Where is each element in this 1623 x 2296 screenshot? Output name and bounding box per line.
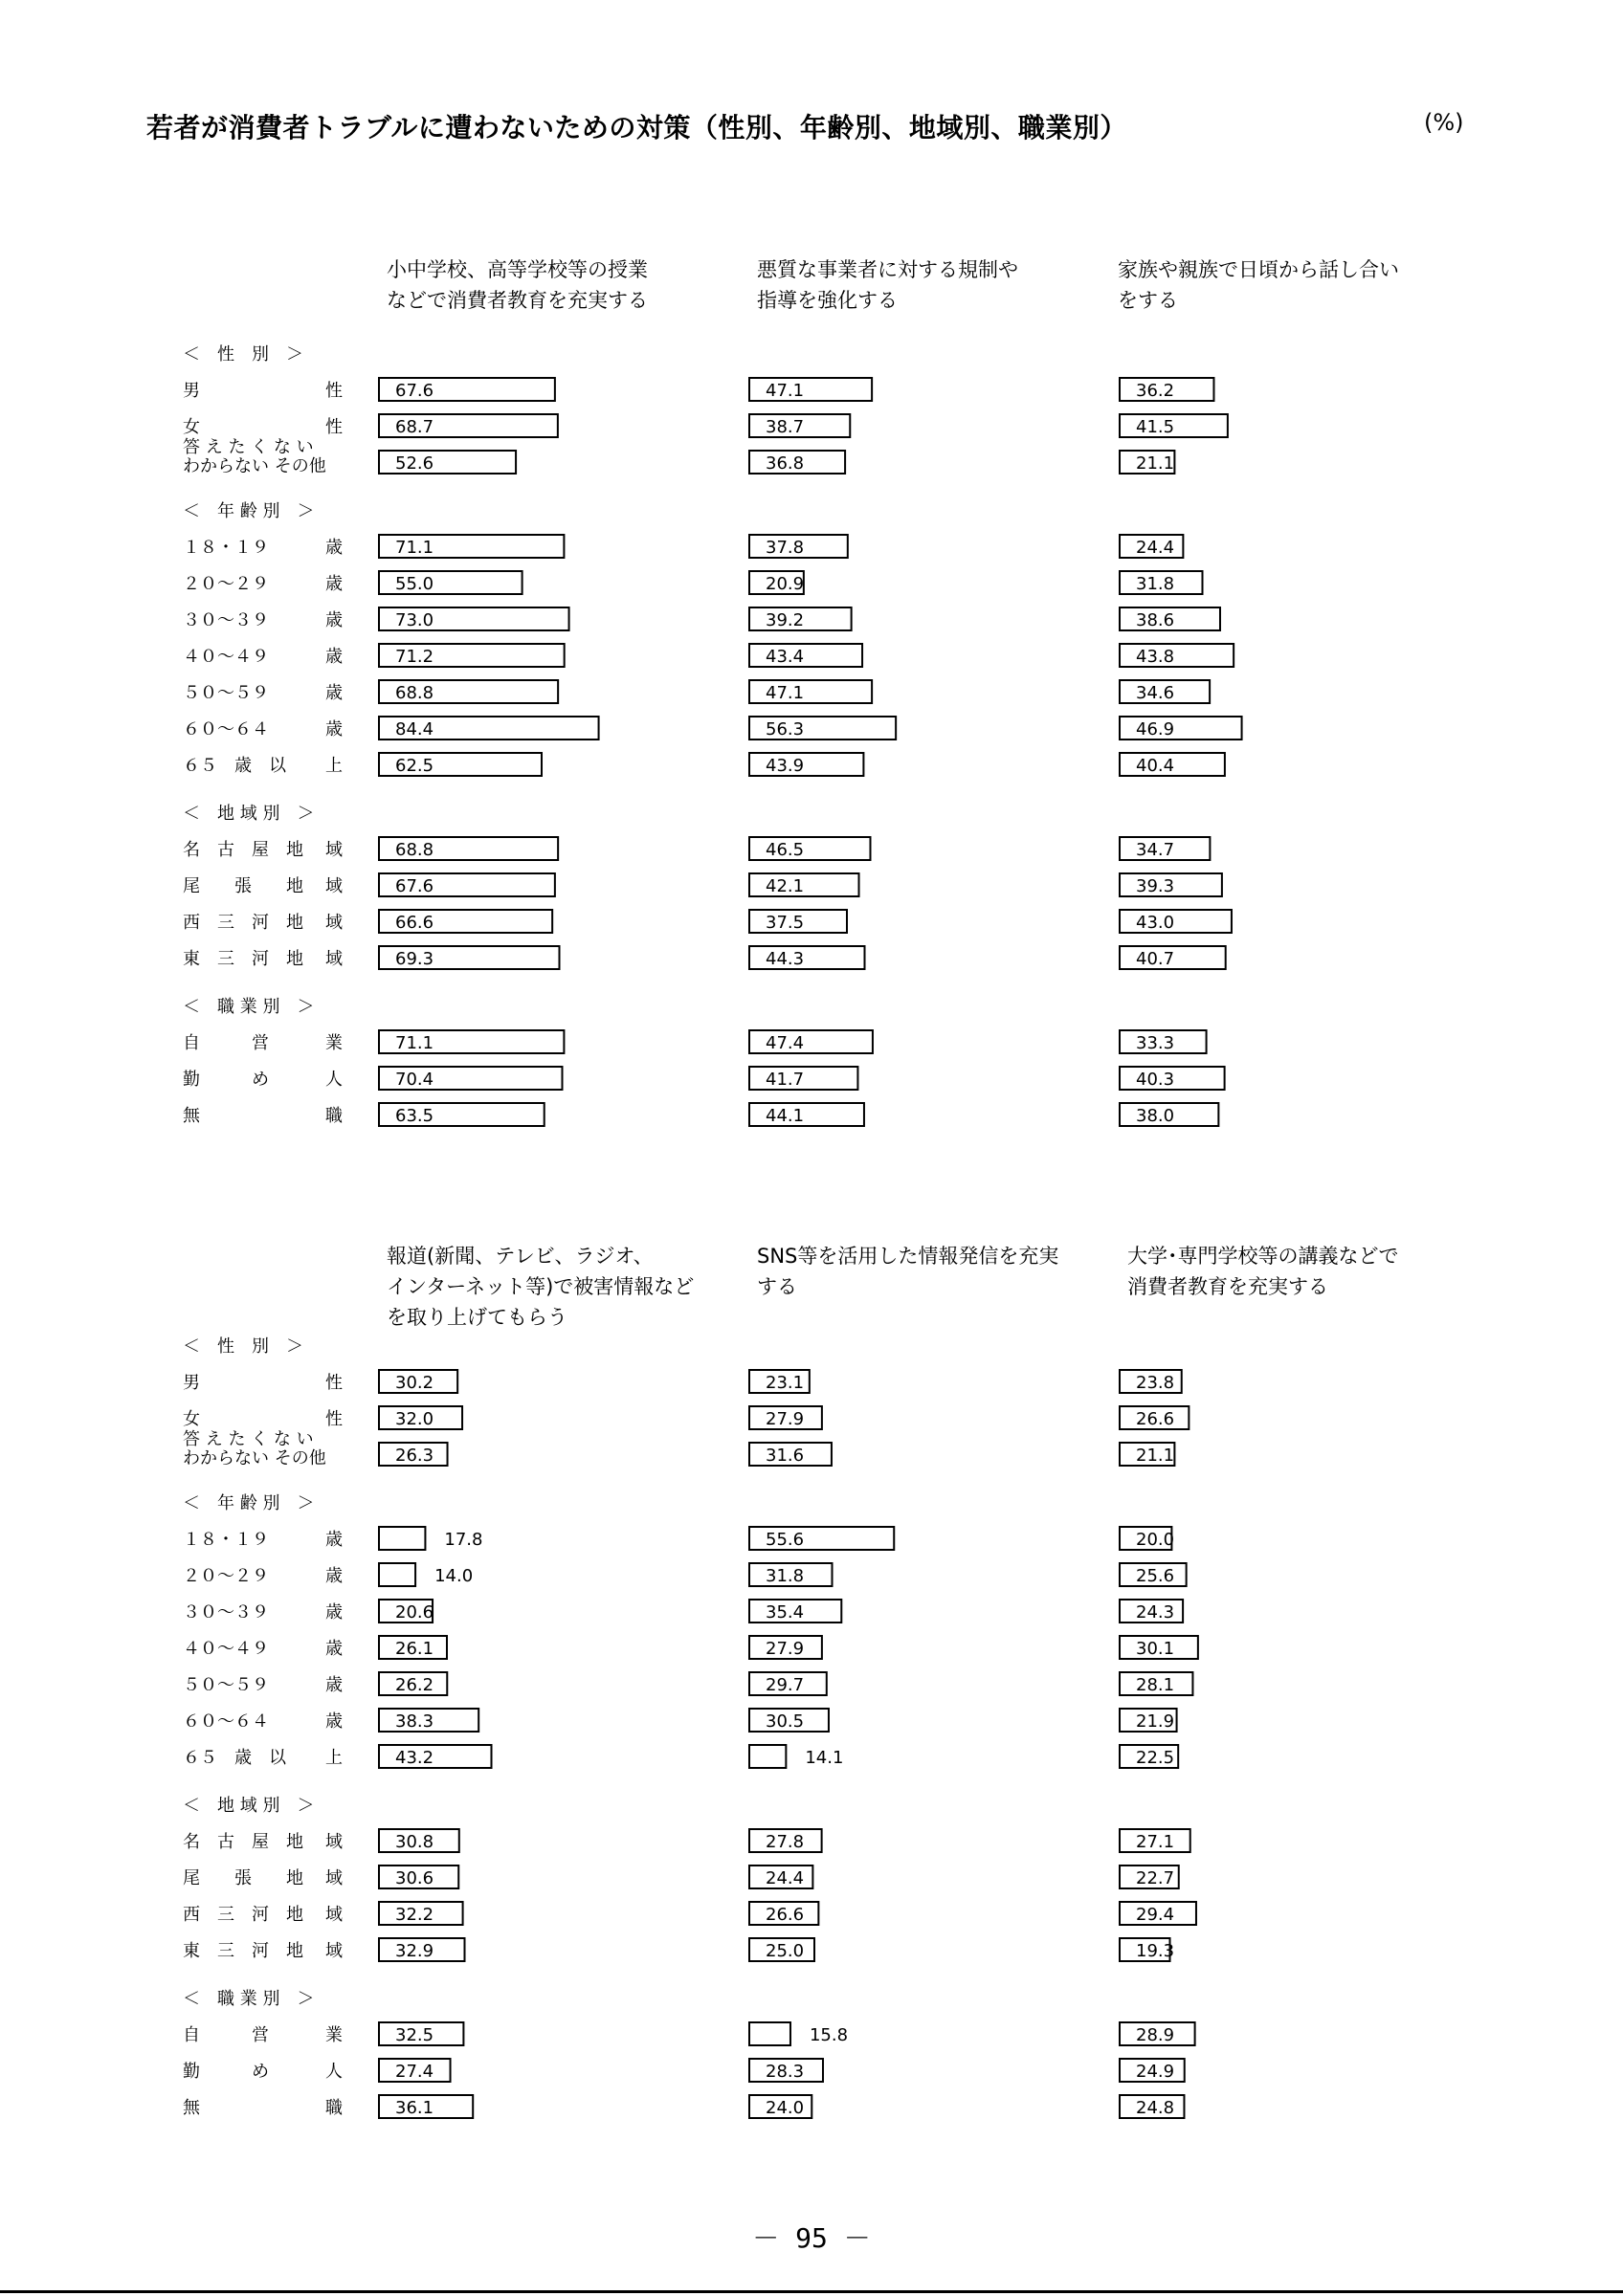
bar-value-label: 27.4 bbox=[395, 2062, 434, 2082]
row-label: 名 古 屋 地 bbox=[183, 1832, 303, 1852]
bar-value-label: 71.1 bbox=[395, 1033, 434, 1053]
bar-value-label: 24.3 bbox=[1136, 1602, 1175, 1623]
bar-value-label: 42.1 bbox=[766, 876, 805, 896]
row-label-end: 歳 bbox=[325, 1602, 343, 1623]
bar-value-label: 84.4 bbox=[395, 719, 434, 740]
row-label-end: 上 bbox=[325, 1748, 343, 1768]
row-label: ２０～２９ bbox=[183, 1566, 269, 1586]
row-label-end: 性 bbox=[325, 381, 343, 401]
bar-value-label: 68.7 bbox=[395, 417, 434, 437]
bar-value-label: 41.7 bbox=[766, 1070, 805, 1090]
bar-value-label: 43.9 bbox=[766, 756, 805, 776]
row-label: 答 え た く な い bbox=[183, 437, 314, 457]
group-header: ＜ 職 業 別 ＞ bbox=[183, 997, 315, 1017]
chart-panel-top bbox=[0, 249, 1623, 1126]
row-label-end: 職 bbox=[325, 2098, 343, 2118]
bar-value-label: 47.1 bbox=[766, 381, 805, 401]
row-label: 名 古 屋 地 bbox=[183, 840, 303, 860]
bar-value-label: 22.7 bbox=[1136, 1868, 1175, 1888]
row-label: ３０～３９ bbox=[183, 1602, 269, 1623]
row-label: わからない その他 bbox=[183, 456, 326, 476]
row-label-end: 域 bbox=[325, 840, 343, 860]
bar-value-label: 32.2 bbox=[395, 1905, 434, 1925]
row-label-end: 域 bbox=[325, 913, 343, 933]
bar-value-label: 40.3 bbox=[1136, 1070, 1175, 1090]
row-label-end: 歳 bbox=[325, 1675, 343, 1695]
bar-value-label: 33.3 bbox=[1136, 1033, 1175, 1053]
bar-value-label: 38.3 bbox=[395, 1711, 434, 1732]
bar-value-label: 32.9 bbox=[395, 1941, 434, 1961]
row-label: ６５ 歳 以 bbox=[183, 1748, 286, 1768]
bar-value-label: 37.8 bbox=[766, 538, 805, 558]
bar-value-label: 43.4 bbox=[766, 647, 805, 667]
page-number: － 95 － bbox=[752, 2222, 871, 2254]
bottom-rule bbox=[0, 2290, 1623, 2293]
bar-value-label: 44.3 bbox=[766, 949, 805, 969]
row-label-end: 上 bbox=[325, 756, 343, 776]
row-label-end: 域 bbox=[325, 1832, 343, 1852]
row-label-end: 性 bbox=[325, 417, 343, 437]
row-label: ３０～３９ bbox=[183, 610, 269, 630]
bar-value-label: 31.8 bbox=[766, 1566, 805, 1586]
bar-value-label: 34.6 bbox=[1136, 683, 1175, 703]
bar-value-label: 27.9 bbox=[766, 1639, 805, 1659]
bar-value-label: 25.0 bbox=[766, 1941, 805, 1961]
row-label-end: 人 bbox=[325, 1070, 343, 1090]
bar-value-label: 21.1 bbox=[1136, 1446, 1175, 1466]
bar-value-label: 14.1 bbox=[805, 1748, 844, 1768]
bar-value-label: 47.4 bbox=[766, 1033, 805, 1053]
series-header: 小中学校、高等学校等の授業 などで消費者教育を充実する bbox=[387, 258, 648, 312]
row-label: 東 三 河 地 bbox=[183, 949, 303, 969]
bar-value-label: 24.9 bbox=[1136, 2062, 1175, 2082]
group-header: ＜ 地 域 別 ＞ bbox=[183, 804, 315, 824]
row-label: 自 営 bbox=[183, 1033, 269, 1053]
bar bbox=[749, 2022, 790, 2045]
bar-value-label: 43.0 bbox=[1136, 913, 1175, 933]
series-header: 報道(新聞、テレビ、ラジオ、 インターネット等)で被害情報など を取り上げてもらう bbox=[387, 1245, 695, 1329]
row-label: 自 営 bbox=[183, 2025, 269, 2045]
bar-value-label: 17.8 bbox=[444, 1530, 483, 1550]
row-label: ５０～５９ bbox=[183, 683, 269, 703]
bar-value-label: 31.8 bbox=[1136, 574, 1175, 594]
bar-value-label: 23.8 bbox=[1136, 1373, 1175, 1393]
bar-value-label: 30.5 bbox=[766, 1711, 805, 1732]
row-label: ５０～５９ bbox=[183, 1675, 269, 1695]
row-label-end: 歳 bbox=[325, 610, 343, 630]
row-label: 西 三 河 地 bbox=[183, 913, 303, 933]
row-label: 西 三 河 地 bbox=[183, 1905, 303, 1925]
bar-value-label: 43.8 bbox=[1136, 647, 1175, 667]
bar-value-label: 26.2 bbox=[395, 1675, 434, 1695]
bar-value-label: 15.8 bbox=[809, 2025, 849, 2045]
row-label: ６０～６４ bbox=[183, 719, 269, 740]
bar-value-label: 38.6 bbox=[1136, 610, 1175, 630]
group-header: ＜ 年 齢 別 ＞ bbox=[183, 501, 315, 521]
bar-value-label: 32.5 bbox=[395, 2025, 434, 2045]
row-label: 男 bbox=[183, 1373, 200, 1393]
series-header: 家族や親族で日頃から話し合い をする bbox=[1118, 258, 1399, 312]
bar-value-label: 30.1 bbox=[1136, 1639, 1175, 1659]
bar-value-label: 26.6 bbox=[766, 1905, 805, 1925]
bar-value-label: 62.5 bbox=[395, 756, 434, 776]
bar-value-label: 30.6 bbox=[395, 1868, 434, 1888]
bar-value-label: 63.5 bbox=[395, 1106, 434, 1126]
bar-value-label: 28.9 bbox=[1136, 2025, 1175, 2045]
bar-value-label: 67.6 bbox=[395, 381, 434, 401]
row-label-end: 歳 bbox=[325, 683, 343, 703]
row-label: ６５ 歳 以 bbox=[183, 756, 286, 776]
bar-value-label: 27.9 bbox=[766, 1409, 805, 1429]
row-label: 東 三 河 地 bbox=[183, 1941, 303, 1961]
bar-value-label: 55.0 bbox=[395, 574, 434, 594]
row-label-end: 域 bbox=[325, 1905, 343, 1925]
bar-value-label: 68.8 bbox=[395, 840, 434, 860]
bar-value-label: 25.6 bbox=[1136, 1566, 1175, 1586]
bar-value-label: 29.4 bbox=[1136, 1905, 1175, 1925]
bar-value-label: 52.6 bbox=[395, 453, 434, 474]
bar-chart-svg bbox=[0, 249, 1623, 1126]
bar-value-label: 32.0 bbox=[395, 1409, 434, 1429]
bar-value-label: 27.8 bbox=[766, 1832, 805, 1852]
bar-value-label: 26.1 bbox=[395, 1639, 434, 1659]
group-header: ＜ 地 域 別 ＞ bbox=[183, 1796, 315, 1816]
bar-value-label: 66.6 bbox=[395, 913, 434, 933]
bar bbox=[379, 1527, 425, 1550]
row-label: ４０～４９ bbox=[183, 647, 269, 667]
row-label-end: 歳 bbox=[325, 574, 343, 594]
bar-value-label: 30.8 bbox=[395, 1832, 434, 1852]
row-label-end: 域 bbox=[325, 1941, 343, 1961]
bar-value-label: 19.3 bbox=[1136, 1941, 1175, 1961]
bar-value-label: 20.9 bbox=[766, 574, 805, 594]
bar-value-label: 35.4 bbox=[766, 1602, 805, 1623]
bar-value-label: 28.1 bbox=[1136, 1675, 1175, 1695]
row-label-end: 業 bbox=[325, 2025, 343, 2045]
group-header: ＜ 性 別 ＞ bbox=[183, 1336, 303, 1357]
bar-value-label: 71.2 bbox=[395, 647, 434, 667]
bar-value-label: 47.1 bbox=[766, 683, 805, 703]
row-label: １８・１９ bbox=[183, 538, 269, 558]
bar-value-label: 55.6 bbox=[766, 1530, 805, 1550]
bar-chart-svg bbox=[0, 1241, 1623, 2118]
row-label: 無 bbox=[183, 2098, 200, 2118]
row-label-end: 性 bbox=[325, 1373, 343, 1393]
bar-value-label: 36.2 bbox=[1136, 381, 1175, 401]
bar-value-label: 46.5 bbox=[766, 840, 805, 860]
page-title: 若者が消費者トラブルに遭わないための対策（性別、年齢別、地域別、職業別） bbox=[146, 112, 1127, 144]
row-label: 答 え た く な い bbox=[183, 1429, 314, 1449]
row-label-end: 業 bbox=[325, 1033, 343, 1053]
bar-value-label: 71.1 bbox=[395, 538, 434, 558]
row-label: ２０～２９ bbox=[183, 574, 269, 594]
bar-value-label: 40.7 bbox=[1136, 949, 1175, 969]
row-label-end: 歳 bbox=[325, 719, 343, 740]
bar-value-label: 34.7 bbox=[1136, 840, 1175, 860]
bar-value-label: 43.2 bbox=[395, 1748, 434, 1768]
row-label: 男 bbox=[183, 381, 200, 401]
bar-value-label: 20.0 bbox=[1136, 1530, 1175, 1550]
bar-value-label: 29.7 bbox=[766, 1675, 805, 1695]
series-header: SNS等を活用した情報発信を充実 する bbox=[757, 1245, 1059, 1298]
chart-panel-bottom bbox=[0, 1241, 1623, 2118]
bar-value-label: 41.5 bbox=[1136, 417, 1175, 437]
bar-value-label: 73.0 bbox=[395, 610, 434, 630]
row-label-end: 歳 bbox=[325, 647, 343, 667]
bar-value-label: 39.2 bbox=[766, 610, 805, 630]
row-label: 女 bbox=[183, 417, 200, 437]
bar-value-label: 36.1 bbox=[395, 2098, 434, 2118]
group-header: ＜ 年 齢 別 ＞ bbox=[183, 1493, 315, 1513]
bar-value-label: 23.1 bbox=[766, 1373, 805, 1393]
row-label: １８・１９ bbox=[183, 1530, 269, 1550]
bar-value-label: 36.8 bbox=[766, 453, 805, 474]
bar-value-label: 46.9 bbox=[1136, 719, 1175, 740]
row-label-end: 域 bbox=[325, 1868, 343, 1888]
series-header: 悪質な事業者に対する規制や 指導を強化する bbox=[757, 258, 1018, 312]
row-label: 尾 張 地 bbox=[183, 1868, 303, 1888]
bar-value-label: 69.3 bbox=[395, 949, 434, 969]
row-label: 無 bbox=[183, 1106, 200, 1126]
bar-value-label: 44.1 bbox=[766, 1106, 805, 1126]
row-label-end: 歳 bbox=[325, 538, 343, 558]
bar-value-label: 20.6 bbox=[395, 1602, 434, 1623]
bar-value-label: 22.5 bbox=[1136, 1748, 1175, 1768]
bar-value-label: 26.6 bbox=[1136, 1409, 1175, 1429]
bar-value-label: 70.4 bbox=[395, 1070, 434, 1090]
row-label-end: 性 bbox=[325, 1409, 343, 1429]
row-label: ４０～４９ bbox=[183, 1639, 269, 1659]
bar-value-label: 39.3 bbox=[1136, 876, 1175, 896]
row-label-end: 歳 bbox=[325, 1711, 343, 1732]
bar-value-label: 26.3 bbox=[395, 1446, 434, 1466]
bar-value-label: 24.4 bbox=[766, 1868, 805, 1888]
row-label-end: 職 bbox=[325, 1106, 343, 1126]
bar-value-label: 38.7 bbox=[766, 417, 805, 437]
series-header: 大学･専門学校等の講義などで 消費者教育を充実する bbox=[1127, 1245, 1399, 1298]
bar-value-label: 24.4 bbox=[1136, 538, 1175, 558]
bar-value-label: 27.1 bbox=[1136, 1832, 1175, 1852]
row-label: ６０～６４ bbox=[183, 1711, 269, 1732]
row-label: 勤 め bbox=[183, 2062, 269, 2082]
bar-value-label: 40.4 bbox=[1136, 756, 1175, 776]
group-header: ＜ 職 業 別 ＞ bbox=[183, 1989, 315, 2009]
row-label: 尾 張 地 bbox=[183, 876, 303, 896]
bar-value-label: 37.5 bbox=[766, 913, 805, 933]
bar-value-label: 21.9 bbox=[1136, 1711, 1175, 1732]
bar-value-label: 67.6 bbox=[395, 876, 434, 896]
bar-value-label: 28.3 bbox=[766, 2062, 805, 2082]
bar-value-label: 68.8 bbox=[395, 683, 434, 703]
group-header: ＜ 性 別 ＞ bbox=[183, 344, 303, 364]
unit-label: (%) bbox=[1424, 109, 1464, 136]
row-label: わからない その他 bbox=[183, 1448, 326, 1468]
row-label-end: 域 bbox=[325, 949, 343, 969]
bar-value-label: 24.0 bbox=[766, 2098, 805, 2118]
bar bbox=[749, 1745, 786, 1768]
row-label-end: 域 bbox=[325, 876, 343, 896]
row-label-end: 歳 bbox=[325, 1530, 343, 1550]
bar-value-label: 56.3 bbox=[766, 719, 805, 740]
bar-value-label: 21.1 bbox=[1136, 453, 1175, 474]
bar bbox=[379, 1563, 415, 1586]
bar-value-label: 14.0 bbox=[434, 1566, 474, 1586]
bar-value-label: 31.6 bbox=[766, 1446, 805, 1466]
row-label: 勤 め bbox=[183, 1070, 269, 1090]
row-label-end: 歳 bbox=[325, 1639, 343, 1659]
row-label: 女 bbox=[183, 1409, 200, 1429]
row-label-end: 人 bbox=[325, 2062, 343, 2082]
row-label-end: 歳 bbox=[325, 1566, 343, 1586]
bar-value-label: 38.0 bbox=[1136, 1106, 1175, 1126]
bar-value-label: 30.2 bbox=[395, 1373, 434, 1393]
bar-value-label: 24.8 bbox=[1136, 2098, 1175, 2118]
